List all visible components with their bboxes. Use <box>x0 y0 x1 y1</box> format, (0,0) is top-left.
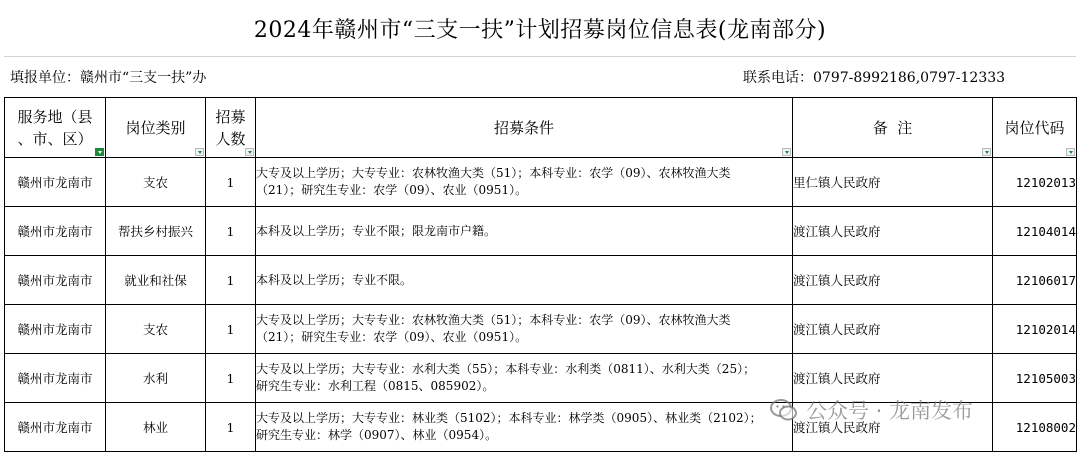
conditions-line: 大专及以上学历；大专专业：农林牧渔大类（51）；本科专业：农学（09）、农林牧渔大类 <box>256 313 731 327</box>
cell-conditions[interactable] <box>256 256 793 305</box>
cell-count[interactable]: 1 <box>206 354 256 403</box>
table-row <box>5 305 1077 354</box>
cell-conditions[interactable] <box>256 403 793 452</box>
sheet-title: 2024年赣州市“三支一扶”计划招募岗位信息表(龙南部分) <box>253 17 827 43</box>
info-row <box>0 62 1080 90</box>
conditions-line: 研究生专业：林学（0907）、林业（0954）。 <box>256 428 498 442</box>
cell-code[interactable]: 12104014 <box>993 207 1077 256</box>
cell-code[interactable]: 12105003 <box>993 354 1077 403</box>
cell-conditions[interactable] <box>256 207 793 256</box>
conditions-line: 大专及以上学历；大专专业：农林牧渔大类（51）；本科专业：农学（09）、农林牧渔大类 <box>256 166 731 180</box>
cell-location[interactable]: 赣州市龙南市 <box>5 354 106 403</box>
header-row <box>5 98 1077 158</box>
header-location-line1: 服务地（县 <box>17 107 93 126</box>
conditions-line: 本科及以上学历；专业不限。 <box>256 272 413 287</box>
header-location-line2: 、市、区） <box>17 129 93 148</box>
cell-count[interactable]: 1 <box>206 207 256 256</box>
cell-conditions[interactable] <box>256 305 793 354</box>
cell-code[interactable]: 12102014 <box>993 305 1077 354</box>
table-row <box>5 256 1077 305</box>
filter-dropdown-icon[interactable] <box>982 148 991 156</box>
cell-category[interactable]: 支农 <box>106 305 206 354</box>
header-location[interactable] <box>5 98 106 158</box>
cell-conditions[interactable] <box>256 354 793 403</box>
cell-notes[interactable]: 渡江镇人民政府 <box>793 403 993 452</box>
header-conditions[interactable] <box>256 98 793 158</box>
cell-notes[interactable]: 渡江镇人民政府 <box>793 305 993 354</box>
header-category-label: 岗位类别 <box>125 118 186 137</box>
cell-notes[interactable]: 渡江镇人民政府 <box>793 207 993 256</box>
table-row <box>5 158 1077 207</box>
cell-location[interactable]: 赣州市龙南市 <box>5 256 106 305</box>
cell-notes[interactable]: 渡江镇人民政府 <box>793 354 993 403</box>
filter-active-icon[interactable] <box>95 148 104 156</box>
cell-count[interactable]: 1 <box>206 403 256 452</box>
header-conditions-label: 招募条件 <box>493 118 554 137</box>
table-row <box>5 207 1077 256</box>
cell-code[interactable]: 12108002 <box>993 403 1077 452</box>
contact-phone: 联系电话：0797-8992186,0797-12333 <box>743 70 1006 86</box>
filter-dropdown-icon[interactable] <box>782 148 791 156</box>
header-count[interactable] <box>206 98 256 158</box>
cell-category[interactable]: 支农 <box>106 158 206 207</box>
conditions-line: 大专及以上学历；大专专业：林业类（5102）；本科专业：林学类（0905）、林业类（2102）； <box>256 411 762 425</box>
table-row <box>5 403 1077 452</box>
filter-dropdown-icon[interactable] <box>195 148 204 156</box>
header-category[interactable] <box>106 98 206 158</box>
header-notes[interactable] <box>793 98 993 158</box>
watermark-text: 公众号 · 龙南发布 <box>806 399 974 423</box>
cell-count[interactable]: 1 <box>206 305 256 354</box>
cell-count[interactable]: 1 <box>206 256 256 305</box>
positions-table <box>4 97 1077 452</box>
cell-notes[interactable]: 里仁镇人民政府 <box>793 158 993 207</box>
cell-code[interactable]: 12106017 <box>993 256 1077 305</box>
title-divider <box>4 56 1076 57</box>
cell-location[interactable]: 赣州市龙南市 <box>5 158 106 207</box>
conditions-line: （21）；研究生专业：农学（09）、农业（0951）。 <box>256 183 528 197</box>
conditions-line: 大专及以上学历；大专专业：水利大类（55）；本科专业：水利类（0811）、水利大类（25）； <box>256 362 756 376</box>
cell-conditions[interactable] <box>256 158 793 207</box>
reporting-unit: 填报单位：赣州市“三支一扶”办 <box>10 70 207 86</box>
header-code[interactable] <box>993 98 1077 158</box>
cell-category[interactable]: 帮扶乡村振兴 <box>106 207 206 256</box>
header-code-label: 岗位代码 <box>1004 118 1065 137</box>
filter-dropdown-icon[interactable] <box>1066 148 1075 156</box>
cell-location[interactable]: 赣州市龙南市 <box>5 403 106 452</box>
header-count-line2: 人数 <box>215 129 246 148</box>
cell-location[interactable]: 赣州市龙南市 <box>5 305 106 354</box>
conditions-line: 研究生专业：水利工程（0815、085902）。 <box>256 379 495 393</box>
conditions-line: 本科及以上学历；专业不限；限龙南市户籍。 <box>256 223 497 238</box>
header-count-line1: 招募 <box>215 107 246 126</box>
header-notes-label: 备 注 <box>872 118 913 137</box>
cell-code[interactable]: 12102013 <box>993 158 1077 207</box>
cell-category[interactable]: 林业 <box>106 403 206 452</box>
filter-dropdown-icon[interactable] <box>245 148 254 156</box>
cell-notes[interactable]: 渡江镇人民政府 <box>793 256 993 305</box>
conditions-line: （21）；研究生专业：农学（09）、农业（0951）。 <box>256 330 528 344</box>
table-row <box>5 354 1077 403</box>
cell-location[interactable]: 赣州市龙南市 <box>5 207 106 256</box>
cell-category[interactable]: 就业和社保 <box>106 256 206 305</box>
cell-category[interactable]: 水利 <box>106 354 206 403</box>
cell-count[interactable]: 1 <box>206 158 256 207</box>
